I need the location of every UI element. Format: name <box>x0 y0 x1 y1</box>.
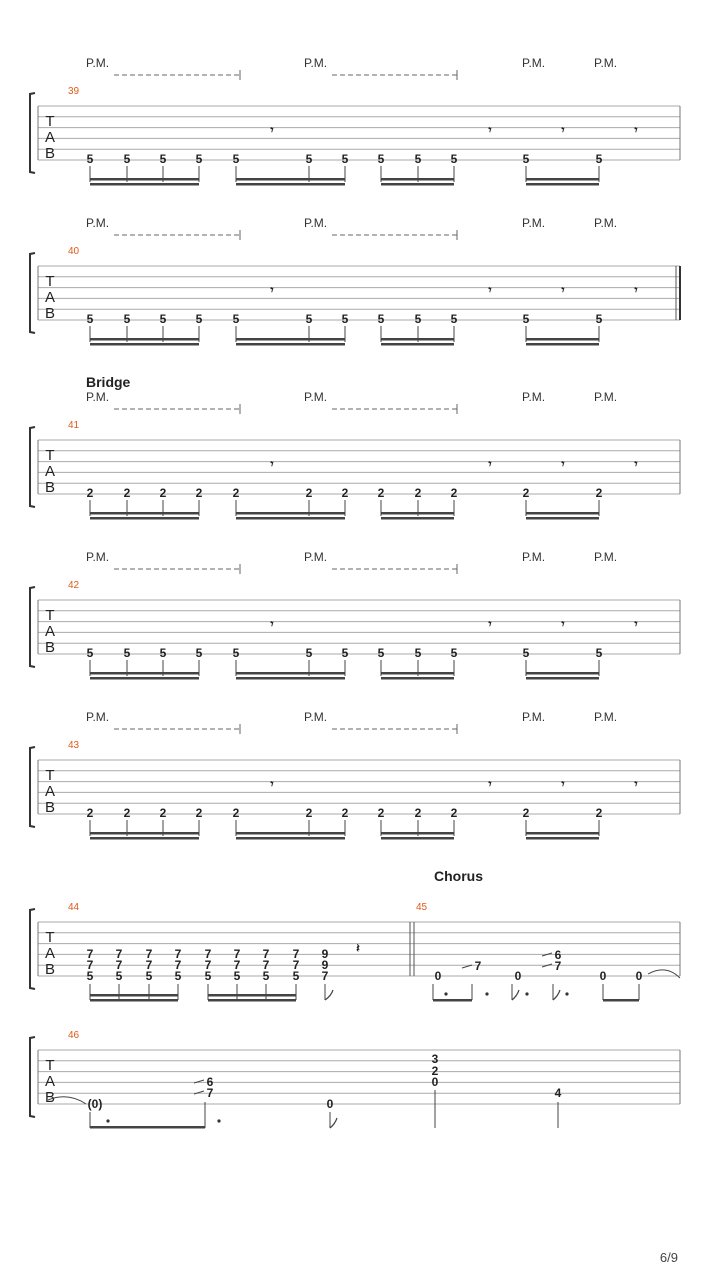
fret-number: 2 <box>377 806 385 820</box>
fret-number: 5 <box>595 312 603 326</box>
fret-number: 2 <box>123 806 131 820</box>
palm-mute-label: P.M. <box>304 390 328 404</box>
beam <box>90 837 199 840</box>
tab-clef-a: A <box>44 783 56 800</box>
tab-clef-b: B <box>44 145 56 162</box>
fret-number: 0 <box>599 969 607 983</box>
fret-number: 7 <box>292 958 300 972</box>
fret-number: 5 <box>450 646 458 660</box>
sixteenth-rest: 𝄾 <box>634 617 638 631</box>
fret-number: 5 <box>86 152 94 166</box>
palm-mute-label: P.M. <box>304 550 328 564</box>
staff-system <box>30 550 680 680</box>
beam <box>90 999 178 1002</box>
fret-number: 5 <box>305 312 313 326</box>
measure-number: 40 <box>68 246 80 257</box>
sixteenth-rest: 𝄾 <box>270 457 274 471</box>
fret-number: 5 <box>341 312 349 326</box>
fret-number: 5 <box>450 312 458 326</box>
palm-mute-label: P.M. <box>522 550 546 564</box>
fret-number: 2 <box>341 806 349 820</box>
fret-number: 5 <box>123 646 131 660</box>
fret-number: 2 <box>195 806 203 820</box>
fret-number: 0 <box>635 969 643 983</box>
beam <box>90 517 199 520</box>
system-bracket <box>30 1037 35 1117</box>
fret-number: 5 <box>232 646 240 660</box>
fret-number: 5 <box>233 969 241 983</box>
tab-clef-b: B <box>44 305 56 322</box>
beam <box>208 994 296 997</box>
sixteenth-rest: 𝄾 <box>488 617 492 631</box>
staff-system <box>30 868 680 1002</box>
beam <box>526 512 599 515</box>
system-bracket <box>30 93 35 173</box>
fret-number: 5 <box>123 312 131 326</box>
beam <box>90 512 199 515</box>
beam <box>236 837 345 840</box>
fret-number: 5 <box>262 969 270 983</box>
beam <box>381 677 454 680</box>
tie <box>648 970 680 978</box>
palm-mute-label: P.M. <box>304 710 328 724</box>
fret-number: 2 <box>522 486 530 500</box>
fret-number: 5 <box>377 646 385 660</box>
palm-mute-label: P.M. <box>594 550 618 564</box>
beam <box>90 994 178 997</box>
fret-number: 9 <box>321 947 329 961</box>
palm-mute-label: P.M. <box>522 56 546 70</box>
beam <box>526 338 599 341</box>
beam <box>381 343 454 346</box>
fret-number: 5 <box>86 646 94 660</box>
staff-system <box>30 56 680 186</box>
sixteenth-rest: 𝄾 <box>634 283 638 297</box>
sixteenth-rest: 𝄾 <box>488 123 492 137</box>
sixteenth-rest: 𝄾 <box>488 777 492 791</box>
dot <box>485 992 488 995</box>
fret-number: 7 <box>145 947 153 961</box>
fret-number: 5 <box>450 152 458 166</box>
beam <box>381 517 454 520</box>
staff-system <box>30 1030 680 1129</box>
fret-number: 5 <box>414 312 422 326</box>
dot <box>444 992 447 995</box>
beam <box>381 512 454 515</box>
beam <box>236 178 345 181</box>
fret-number: 5 <box>522 646 530 660</box>
sixteenth-rest: 𝄾 <box>270 617 274 631</box>
fret-number: 5 <box>414 152 422 166</box>
fret-number: 5 <box>195 312 203 326</box>
sixteenth-rest: 𝄾 <box>634 457 638 471</box>
measure-number: 44 <box>68 902 80 913</box>
fret-number: 7 <box>86 947 94 961</box>
beam <box>433 999 472 1002</box>
fret-number: 5 <box>341 646 349 660</box>
fret-number: 5 <box>86 312 94 326</box>
beam <box>526 343 599 346</box>
beam <box>381 837 454 840</box>
fret-number: 5 <box>305 646 313 660</box>
fret-number: 3 <box>431 1052 439 1066</box>
fret-number: 2 <box>159 486 167 500</box>
fret-number: 4 <box>554 1086 562 1100</box>
sixteenth-rest: 𝄾 <box>561 283 565 297</box>
beam <box>90 338 199 341</box>
palm-mute-label: P.M. <box>86 710 110 724</box>
fret-number: 6 <box>554 948 562 962</box>
fret-number: 2 <box>450 486 458 500</box>
fret-number: 5 <box>86 969 94 983</box>
fret-number: 7 <box>262 947 270 961</box>
beam <box>236 338 345 341</box>
beam <box>90 343 199 346</box>
system-bracket <box>30 747 35 827</box>
palm-mute-label: P.M. <box>304 216 328 230</box>
fret-number: 5 <box>232 312 240 326</box>
beam <box>526 837 599 840</box>
sixteenth-rest: 𝄾 <box>634 123 638 137</box>
beam <box>208 999 296 1002</box>
palm-mute-label: P.M. <box>522 710 546 724</box>
tab-clef-a: A <box>44 289 56 306</box>
system-bracket <box>30 909 35 989</box>
fret-number: 2 <box>522 806 530 820</box>
beam <box>526 178 599 181</box>
fret-number: 2 <box>159 806 167 820</box>
dot <box>217 1119 220 1122</box>
fret-number: 2 <box>305 486 313 500</box>
beam <box>236 832 345 835</box>
fret-number: 7 <box>321 969 329 983</box>
fret-number: 5 <box>341 152 349 166</box>
beam <box>526 677 599 680</box>
fret-number: 7 <box>554 959 562 973</box>
palm-mute-label: P.M. <box>304 56 328 70</box>
fret-number: 5 <box>174 969 182 983</box>
sixteenth-rest: 𝄾 <box>561 617 565 631</box>
tab-clef-b: B <box>44 479 56 496</box>
measure-number: 43 <box>68 740 80 751</box>
fret-number: 7 <box>206 1086 214 1100</box>
fret-number: 7 <box>204 958 212 972</box>
system-bracket <box>30 253 35 333</box>
fret-number: 5 <box>145 969 153 983</box>
fret-number: 0 <box>434 969 442 983</box>
sixteenth-rest: 𝄾 <box>270 777 274 791</box>
fret-number: 7 <box>174 958 182 972</box>
fret-number: 5 <box>232 152 240 166</box>
note-flag <box>512 990 519 1000</box>
palm-mute-label: P.M. <box>594 216 618 230</box>
fret-number: 5 <box>195 152 203 166</box>
tab-clef-t: T <box>45 767 55 784</box>
fret-number: 2 <box>305 806 313 820</box>
fret-number: 2 <box>195 486 203 500</box>
fret-number: 6 <box>206 1075 214 1089</box>
sixteenth-rest: 𝄾 <box>561 777 565 791</box>
tab-clef-b: B <box>44 799 56 816</box>
beam <box>526 517 599 520</box>
dot <box>525 992 528 995</box>
fret-number: 5 <box>195 646 203 660</box>
beam <box>90 672 199 675</box>
fret-number: 5 <box>522 152 530 166</box>
system-bracket <box>30 587 35 667</box>
palm-mute-label: P.M. <box>594 710 618 724</box>
fret-number: 7 <box>115 947 123 961</box>
sixteenth-rest: 𝄾 <box>270 123 274 137</box>
tab-clef-b: B <box>44 639 56 656</box>
tab-clef-a: A <box>44 463 56 480</box>
beam <box>381 183 454 186</box>
fret-number: 7 <box>174 947 182 961</box>
tab-clef-t: T <box>45 1057 55 1074</box>
tab-clef-a: A <box>44 1073 56 1090</box>
beam <box>236 672 345 675</box>
measure-number: 39 <box>68 86 80 97</box>
fret-number: 0 <box>431 1075 439 1089</box>
fret-number: 5 <box>159 312 167 326</box>
fret-number: 5 <box>159 152 167 166</box>
tab-clef-a: A <box>44 945 56 962</box>
beam <box>381 832 454 835</box>
note-flag <box>330 1118 337 1128</box>
fret-number: 2 <box>431 1064 439 1078</box>
palm-mute-label: P.M. <box>522 390 546 404</box>
sixteenth-rest: 𝄾 <box>488 283 492 297</box>
beam <box>236 517 345 520</box>
fret-number: 2 <box>86 486 94 500</box>
beam <box>236 677 345 680</box>
beam <box>90 178 199 181</box>
sixteenth-rest: 𝄾 <box>561 123 565 137</box>
staff-system <box>30 216 680 346</box>
fret-number: 2 <box>414 486 422 500</box>
fret-number: 5 <box>414 646 422 660</box>
system-bracket <box>30 427 35 507</box>
tab-clef-t: T <box>45 113 55 130</box>
fret-number: 2 <box>232 806 240 820</box>
fret-number: 0 <box>514 969 522 983</box>
fret-number: 7 <box>115 958 123 972</box>
beam <box>90 677 199 680</box>
staff-system <box>30 710 680 840</box>
dot <box>565 992 568 995</box>
sixteenth-rest: 𝄾 <box>634 777 638 791</box>
fret-number: 7 <box>292 947 300 961</box>
tab-clef-t: T <box>45 273 55 290</box>
beam <box>526 183 599 186</box>
fret-number: 7 <box>233 947 241 961</box>
sixteenth-rest: 𝄾 <box>270 283 274 297</box>
beam <box>381 672 454 675</box>
palm-mute-label: P.M. <box>86 550 110 564</box>
tab-clef-b: B <box>44 961 56 978</box>
beam <box>526 832 599 835</box>
palm-mute-label: P.M. <box>86 390 110 404</box>
beam <box>90 183 199 186</box>
palm-mute-label: P.M. <box>594 390 618 404</box>
fret-number: 9 <box>321 958 329 972</box>
palm-mute-label: P.M. <box>86 56 110 70</box>
fret-number: 2 <box>414 806 422 820</box>
fret-number: 7 <box>262 958 270 972</box>
fret-number: 5 <box>305 152 313 166</box>
fret-number: 2 <box>123 486 131 500</box>
fret-number: 5 <box>595 152 603 166</box>
fret-number: 5 <box>159 646 167 660</box>
fret-number: 2 <box>86 806 94 820</box>
fret-number: 2 <box>595 486 603 500</box>
dot <box>106 1119 109 1122</box>
fret-number: 5 <box>595 646 603 660</box>
beam <box>236 343 345 346</box>
beam <box>90 832 199 835</box>
fret-number: 5 <box>377 152 385 166</box>
fret-number: 5 <box>115 969 123 983</box>
fret-number: 5 <box>123 152 131 166</box>
note-flag <box>325 990 333 1000</box>
palm-mute-label: P.M. <box>86 216 110 230</box>
palm-mute-label: P.M. <box>522 216 546 230</box>
tab-clef-t: T <box>45 929 55 946</box>
fret-number: 7 <box>233 958 241 972</box>
fret-number: 0 <box>326 1097 334 1111</box>
fret-number: 2 <box>595 806 603 820</box>
measure-number: 42 <box>68 580 80 591</box>
fret-number: 7 <box>474 959 482 973</box>
fret-number: 5 <box>377 312 385 326</box>
quarter-rest: 𝄽 <box>356 941 360 955</box>
measure-number: 45 <box>416 902 428 913</box>
fret-number: 5 <box>522 312 530 326</box>
sixteenth-rest: 𝄾 <box>561 457 565 471</box>
beam <box>381 338 454 341</box>
beam <box>381 178 454 181</box>
tab-clef-b: B <box>44 1089 56 1106</box>
fret-number: 2 <box>341 486 349 500</box>
fret-number: 5 <box>292 969 300 983</box>
beam <box>236 512 345 515</box>
measure-number: 41 <box>68 420 80 431</box>
fret-number: 5 <box>204 969 212 983</box>
beam <box>90 1126 205 1129</box>
palm-mute-label: P.M. <box>594 56 618 70</box>
fret-number: 7 <box>145 958 153 972</box>
page-number: 6/9 <box>659 1250 678 1265</box>
fret-number: 2 <box>450 806 458 820</box>
beam <box>603 999 639 1002</box>
beam <box>526 672 599 675</box>
fret-number: 2 <box>377 486 385 500</box>
fret-number: 7 <box>204 947 212 961</box>
section-label: Chorus <box>434 868 483 884</box>
fret-number: 7 <box>86 958 94 972</box>
tab-clef-t: T <box>45 607 55 624</box>
fret-number: 2 <box>232 486 240 500</box>
note-flag <box>553 990 560 1000</box>
tab-clef-a: A <box>44 623 56 640</box>
section-label: Bridge <box>86 374 131 390</box>
staff-system <box>30 374 680 520</box>
sixteenth-rest: 𝄾 <box>488 457 492 471</box>
beam <box>236 183 345 186</box>
measure-number: 46 <box>68 1030 80 1041</box>
fret-number: (0) <box>87 1097 103 1111</box>
tab-clef-t: T <box>45 447 55 464</box>
tab-clef-a: A <box>44 129 56 146</box>
